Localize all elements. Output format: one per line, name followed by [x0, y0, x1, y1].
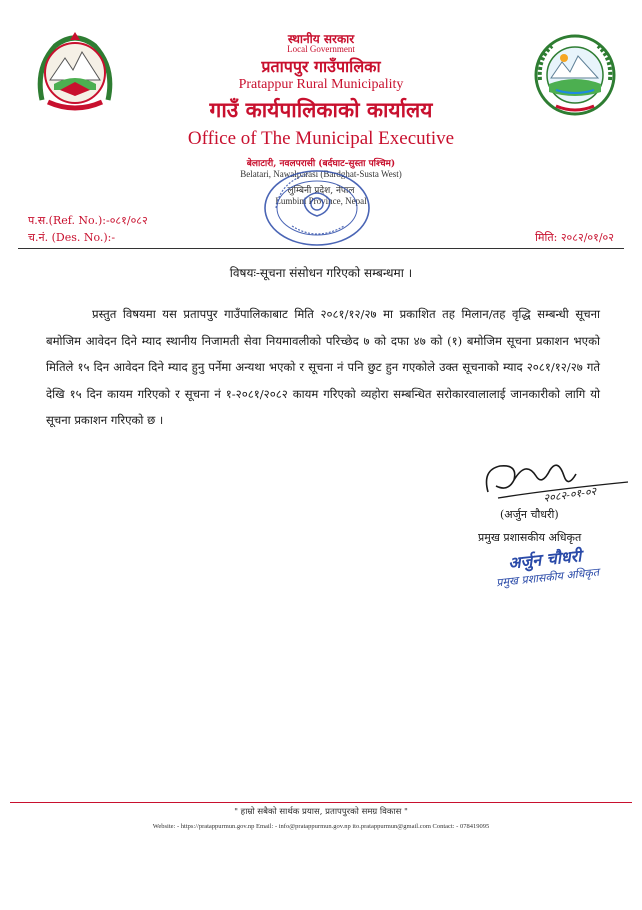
province-np: लुम्बिनी प्रदेश, नेपाल — [287, 186, 355, 196]
local-government-np: स्थानीय सरकार — [287, 32, 355, 46]
office-seal-stamp — [262, 168, 372, 248]
dispatch-number: च.नं. (Des. No.):- — [28, 231, 116, 244]
local-government-en: Local Government — [287, 44, 355, 54]
letter-date: मिति: २०८२/०१/०२ — [535, 231, 614, 244]
province-en: Lumbini Province, Nepal — [275, 196, 367, 206]
footer-divider — [10, 802, 632, 803]
office-title-np: गाउँ कार्यपालिकाको कार्यालय — [209, 97, 433, 122]
signature-date: २०८२-०१-०२ — [542, 484, 598, 505]
header-divider — [18, 248, 624, 249]
handwritten-signature — [478, 452, 638, 510]
address-en: Belatari, Nawalparasi (Bardghat-Susta West) — [240, 169, 402, 179]
municipality-name-en: Pratappur Rural Municipality — [238, 77, 404, 92]
signatory-name: (अर्जुन चौधरी) — [500, 508, 559, 521]
municipality-name-np: प्रतापपुर गाउँपालिका — [261, 57, 381, 76]
notice-body: प्रस्तुत विषयमा यस प्रतापपुर गाउँपालिकाबाट मिति २०८१/१२/२७ मा प्रकाशित तह मिलान/तह वृद्धि सम्बन्धी सूचना बमोजिम आवेदन दिने म्याद स्थानीय निजामती सेवा नियमावलीको परिच्छेद ७ को दफा ४७ को (१) बमोजिम सूचना प्रकाशन भएको मितिले १५ दिन आवेदन दिने म्याद हुनु पर्नेमा अन्यथा भएको र सूचना नं पनि छुट हुन गएकोले उक्त सूचनाको म्याद २०८१/१२/२७ गते देखि १५ दिन कायम गरिएको र सूचना नं १-२०८१/२०८२ कायम गरिएको व्यहोरा सम्बन्धित सरोकारवालालाई जानकारीको लागि यो सूचना प्रकाशन गरिएको छ । — [46, 307, 601, 427]
name-stamp: अर्जुन चौधरी — [507, 546, 583, 573]
address-np: बेलाटारी, नवलपरासी (बर्दघाट-सुस्ता पश्चिम) — [246, 159, 396, 169]
office-title-en: Office of The Municipal Executive — [187, 128, 455, 149]
footer-motto: " हाम्रो सबैको सार्थक प्रयास, प्रतापपुरको समग्र विकास " — [234, 807, 408, 817]
subject-line: विषयः-सूचना संसोधन गरिएको सम्बन्धमा । — [229, 266, 413, 280]
post-stamp: प्रमुख प्रशासकीय अधिकृत — [495, 565, 600, 590]
ref-number: प.स.(Ref. No.):-०८१/०८२ — [28, 214, 148, 227]
signatory-post: प्रमुख प्रशासकीय अधिकृत — [478, 531, 582, 544]
footer-contact: Website: - https://pratappurmun.gov.np Email: - info@pratappurmun.gov.np ito.pratappurmun@gmail.com Contact: - 078419095 — [152, 823, 490, 830]
